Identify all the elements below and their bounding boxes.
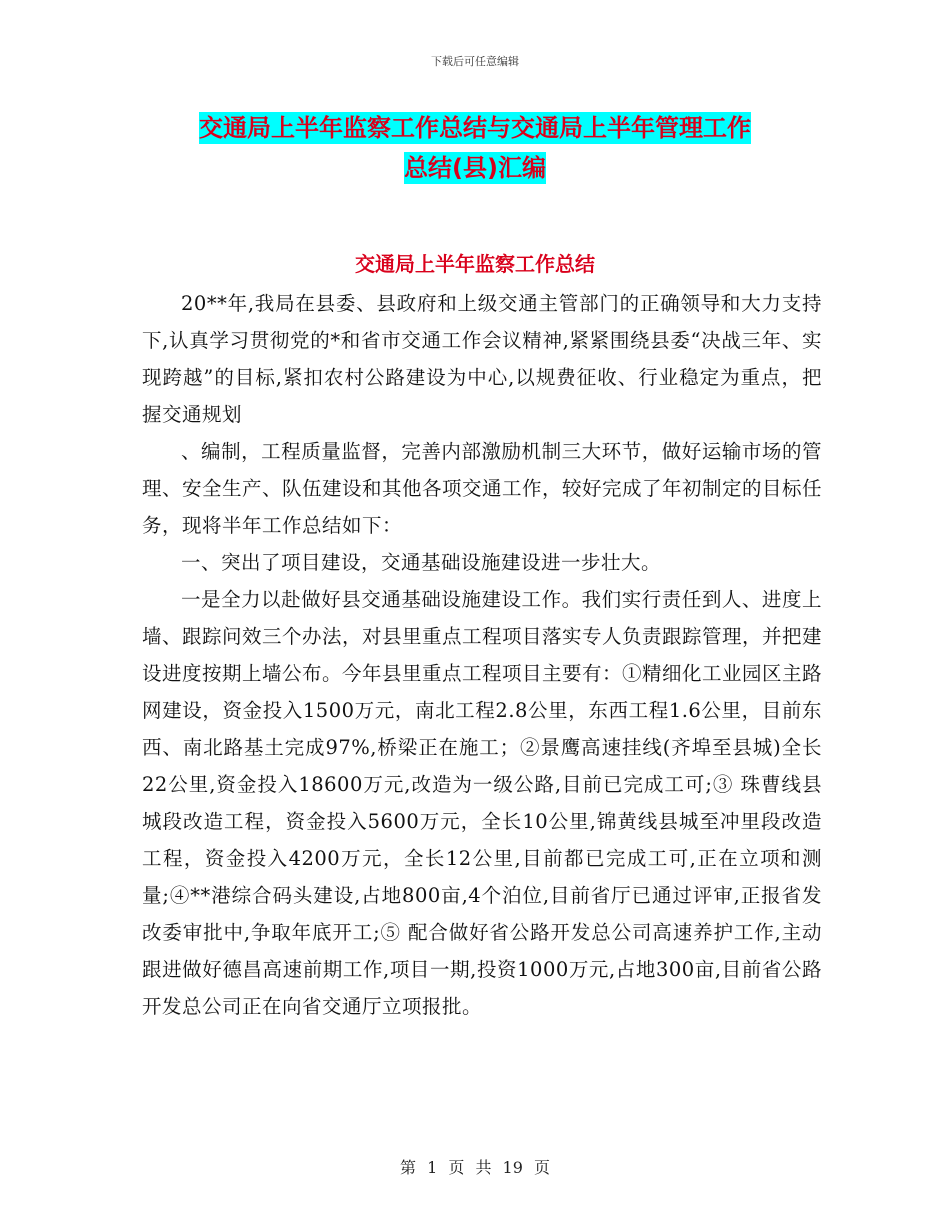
paragraph-1: 20**年,我局在县委、县政府和上级交通主管部门的正确领导和大力支持下,认真学习贯彻党的*和省市交通工作会议精神,紧紧围绕县委“决战三年、实现跨越”的目标,紧扣农村公路建设为中心,以规费征收、行业稳定为重点，把握交通规划 [142, 292, 822, 426]
paragraph-2: 、编制，工程质量监督，完善内部激励机制三大环节，做好运输市场的管理、安全生产、队伍建设和其他各项交通工作，较好完成了年初制定的目标任务，现将半年工作总结如下： [142, 440, 823, 537]
section-title: 交通局上半年监察工作总结 [355, 252, 595, 276]
paragraph-4: 一是全力以赴做好县交通基础设施建设工作。我们实行责任到人、进度上墙、跟踪问效三个办法，对县里重点工程项目落实专人负责跟踪管理，并把建设进度按期上墙公布。今年县里重点工程项目主要有：①精细化工业园区主路网建设，资金投入1500万元，南北工程2.8公里，东西工程1.6公里，目前东西、南北路基土完成97%,桥梁正在施工；②景鹰高速挂线(齐埠至县城)全长22公里,资金投入18600万元,改造为一级公路,目前已完成工可;③ 珠曹线县城段改造工程，资金投入5600万元，全长10公里,锦黄线县城至冲里段改造工程，资金投入4200万元，全长12公里,目前都已完成工可,正在立项和测量;④**港综合码头建设,占地800亩,4个泊位,目前省厅已通过评审,正报省发改委审批中,争取年底开工;⑤ 配合做好省公路开发总公司高速养护工作,主动跟进做好德昌高速前期工作,项目一期,投资1000万元,占地300亩,目前省公路开发总公司正在向省交通厅立项报批。 [142, 588, 823, 1018]
header-note: 下载后可任意编辑 [431, 55, 519, 68]
document-title-line-1: 交通局上半年监察工作总结与交通局上半年管理工作 [199, 114, 751, 142]
document-title-line-2: 总结(县)汇编 [404, 154, 546, 182]
document-title [0, 108, 950, 188]
page-footer: 第 1 页 共 19 页 [400, 1158, 550, 1177]
body-text [142, 285, 822, 1025]
paragraph-3: 一、突出了项目建设，交通基础设施建设进一步壮大。 [181, 551, 662, 574]
